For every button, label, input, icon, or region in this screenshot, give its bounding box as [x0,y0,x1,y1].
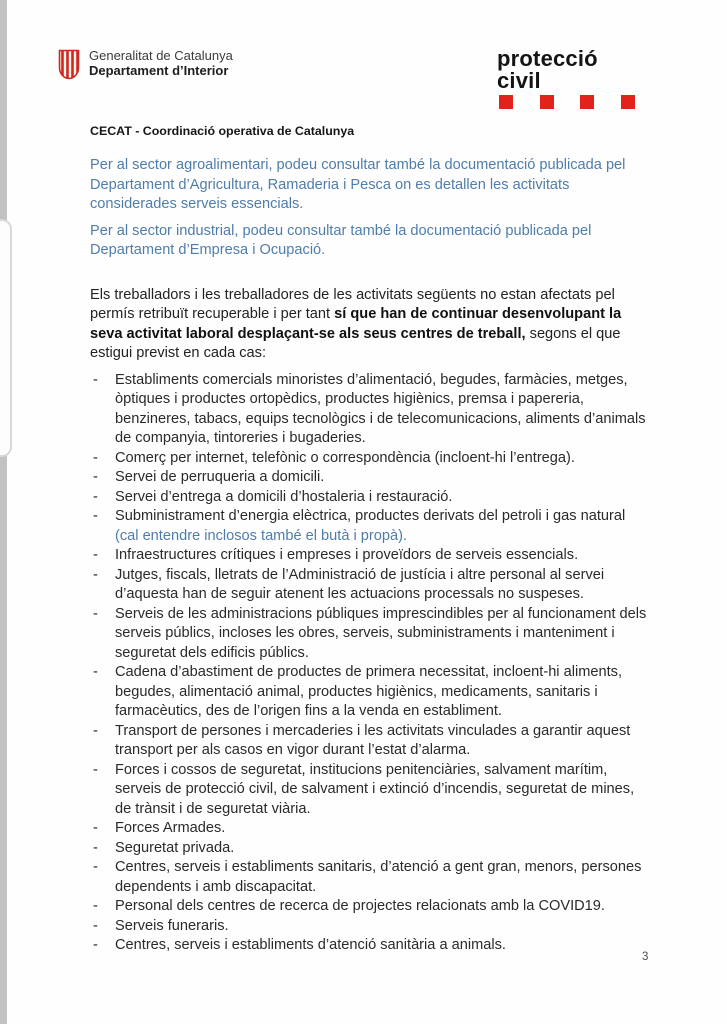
list-item [90,546,650,566]
red-square-icon [580,95,594,109]
bullet-dash: - [93,917,98,934]
lead-bold: sí que han de continuar desenvolupant la seva activitat laboral desplaçant-se als seus centres de treball, [90,306,622,342]
scroll-handle-tab[interactable] [0,219,12,457]
list-item [90,605,650,664]
list-item [90,839,650,859]
org-name: Generalitat de Catalunya [89,48,233,63]
list-item-text: Forces i cossos de seguretat, institucions penitenciàries, salvament marítim, serveis de protecció civil, de salvament i extinció d’incendis, seguretat de mines, de trànsit i de seguretat viària. [115,761,635,817]
list-item-text: Seguretat privada. [115,839,235,856]
list-item-text: Comerç per internet, telefònic o correspondència (incloent-hi l’entrega). [115,449,575,466]
list-item [90,917,650,937]
list-item [90,371,650,449]
list-item [90,663,650,722]
list-item [90,722,650,761]
list-item [90,507,650,546]
generalitat-logo-block [58,48,233,80]
bullet-dash: - [93,820,98,836]
list-item [90,488,650,508]
bullet-dash: - [93,898,98,914]
list-item-text: Infraestructures crítiques i empreses i proveïdors de serveis essencials. [115,547,579,563]
bullet-dash: - [93,722,98,739]
list-item-text: Jutges, fiscals, lletrats de l’Administració de justícia i altre personal al servei d’aquesta han de seguir atenent les actuacions processals no suspeses. [115,566,605,602]
red-square-icon [540,95,554,109]
org-text [89,48,233,79]
list-item [90,897,650,917]
list-item [90,449,650,469]
bullet-dash: - [93,761,98,778]
list-item-text: Transport de persones i mercaderies i les activitats vinculades a garantir aquest transport per als casos en vigor durant l’estat d’alarma. [115,722,631,758]
list-item-text: Establiments comercials minoristes d’alimentació, begudes, farmàcies, metges, òptiques i productes ortopèdics, productes higiènics, premsa i papereria, benzineres, tabacs, equips tecnològics i de telecomunicacions, aliments d’animals de companyia, tintoreries i bugaderies. [115,371,646,446]
list-item [90,936,650,956]
document-header [0,0,727,109]
page-edge-strip [0,0,7,1024]
sector-note-agro: Per al sector agroalimentari, podeu consultar també la documentació publicada pel Departament d’Agricultura, Ramaderia i Pesca on es detallen les activitats considerades serveis essencials. [90,157,626,212]
org-department: Departament d’Interior [89,63,229,78]
list-item-text: Servei de perruqueria a domicili. [115,469,325,485]
list-item-text: Serveis de les administracions públiques imprescindibles per al funcionament dels serveis públics, incloses les obres, serveis, subministraments i manteniment i seguretat dels edificis públics. [115,605,647,661]
bullet-dash: - [93,469,98,485]
list-item-text: Forces Armades. [115,820,226,836]
bullet-dash: - [93,488,98,505]
lead-before-bold: Els treballadors i les treballadores de les activitats següents no estan afectats pel permís retribuït recuperable i per tant [90,286,615,322]
red-squares-row [497,95,637,109]
page-number: 3 [642,951,649,963]
list-item-text: Servei d’entrega a domicili d’hostaleria i restauració. [115,488,453,505]
cecat-subheader: CECAT - Coordinació operativa de Catalunya [90,124,355,138]
list-item [90,468,650,488]
proteccio-civil-wordmark: protecció civil [497,46,598,93]
lead-after-bold: segons el que estigui previst en cada cas: [90,325,621,361]
bullet-dash: - [93,566,98,583]
list-item-text: Personal dels centres de recerca de projectes relacionats amb la COVID19. [115,898,605,914]
list-item-text: Serveis funeraris. [115,917,229,934]
bullet-dash: - [93,449,98,466]
list-item-text: Centres, serveis i establiments sanitaris, d’atenció a gent gran, menors, persones dependents i amb discapacitat. [115,859,642,895]
list-item [90,858,650,897]
list-item-text: Cadena d’abastiment de productes de primera necessitat, incloent-hi aliments, begudes, alimentació animal, productes higiènics, medicaments, sanitaris i farmacèutics, des de l’origen fins a la venda en establiment. [115,664,623,719]
proteccio-civil-logo [497,48,637,109]
list-item [90,566,650,605]
list-item-text: Centres, serveis i establiments d’atenció sanitària a animals. [115,937,506,953]
red-square-icon [499,95,513,109]
bullet-dash: - [93,859,98,875]
bullet-dash: - [93,508,98,524]
list-item-text: Subministrament d’energia elèctrica, productes derivats del petroli i gas natural (cal entendre inclosos també el butà i propà). [115,508,626,544]
red-square-icon [621,95,635,109]
bullet-dash: - [93,605,98,622]
essential-activities-list [90,371,650,956]
sector-note-industrial: Per al sector industrial, podeu consultar també la documentació publicada pel Departament d’Empresa i Ocupació. [90,222,592,258]
bullet-dash: - [93,547,98,563]
list-item [90,819,650,839]
bullet-dash: - [93,839,98,856]
bullet-dash: - [93,371,98,388]
bullet-dash: - [93,937,98,953]
bullet-dash: - [93,664,98,680]
list-item [90,761,650,820]
generalitat-shield-icon [58,49,80,80]
lead-paragraph [90,286,650,364]
document-body [90,156,650,956]
